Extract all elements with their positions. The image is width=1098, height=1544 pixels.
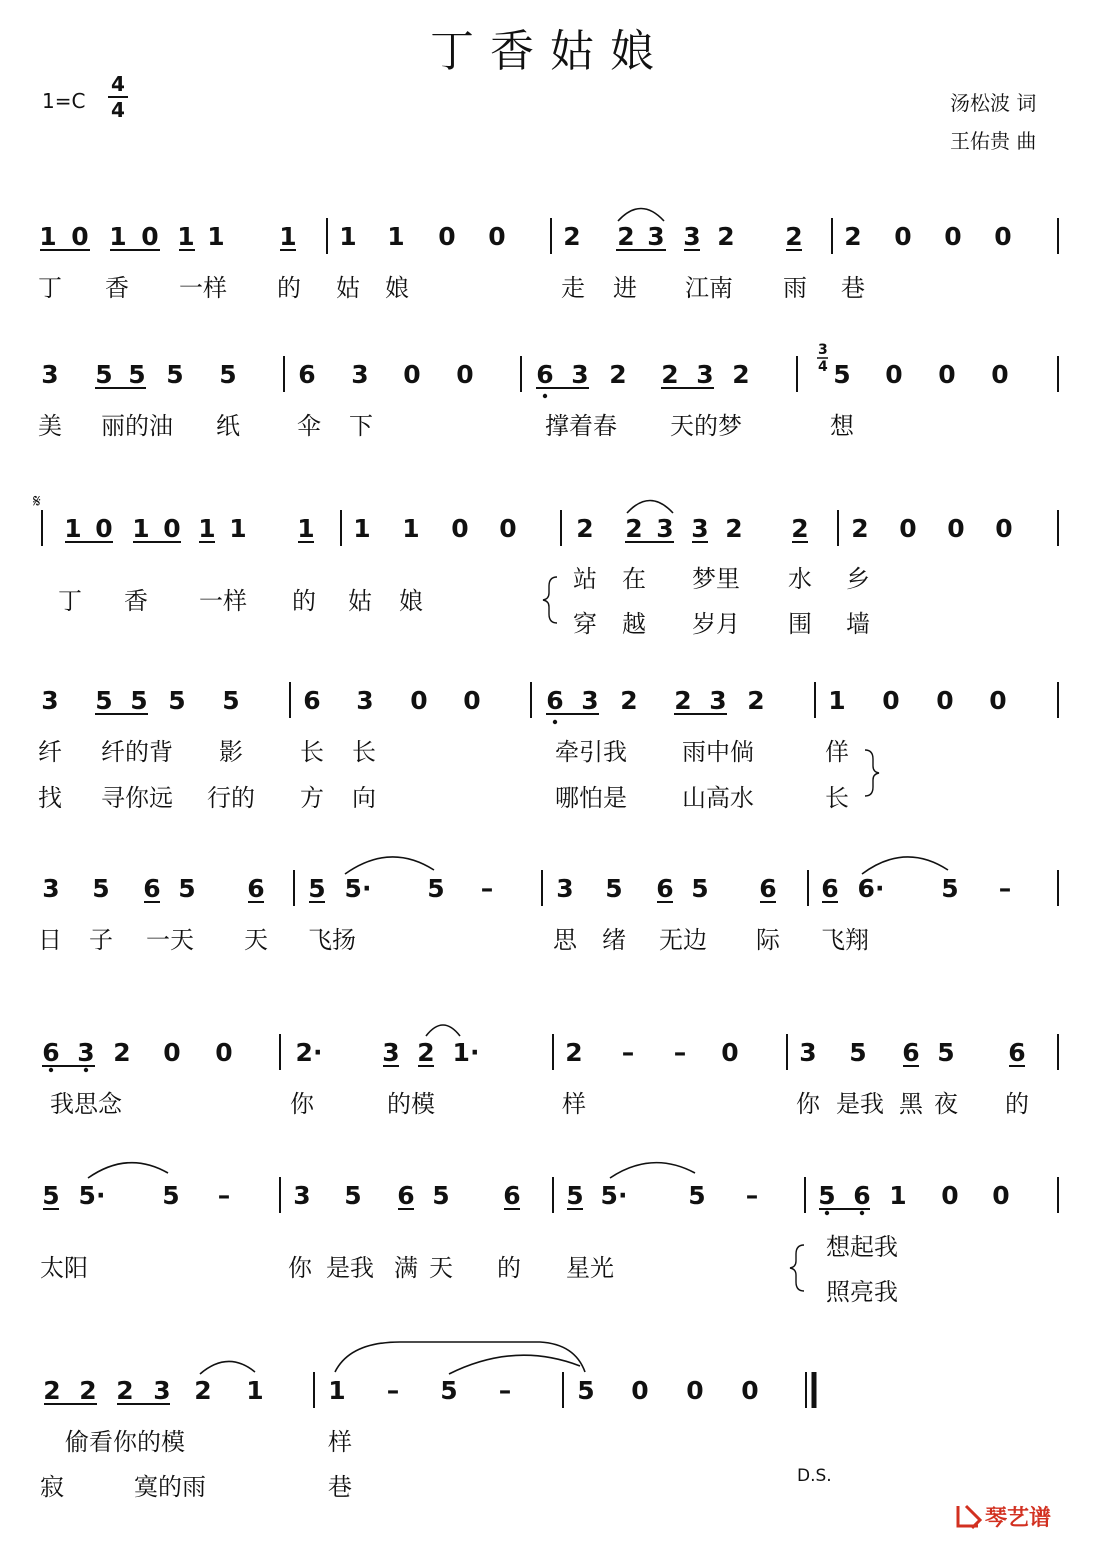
note: 6	[503, 1181, 521, 1210]
slur	[610, 1163, 695, 1178]
note: 1	[339, 222, 357, 251]
time-signature-bottom: 4	[111, 98, 125, 122]
note: 5	[178, 874, 196, 903]
slur	[426, 1025, 460, 1036]
note: 5	[937, 1038, 955, 1067]
lyric: 下	[349, 412, 373, 440]
note: 0	[686, 1376, 704, 1405]
watermark-logo	[958, 1505, 1051, 1531]
note: 0	[451, 514, 469, 543]
lyric: 长	[300, 738, 324, 766]
note: 1	[402, 514, 420, 543]
note: 5	[308, 874, 326, 903]
note: 3	[153, 1376, 171, 1405]
note: 5	[344, 1181, 362, 1210]
lyric: 天	[429, 1254, 453, 1282]
note: 5	[42, 1181, 60, 1210]
note: 5	[427, 874, 445, 903]
note: 2	[194, 1376, 212, 1405]
verse-brace	[790, 1245, 804, 1291]
note: 3	[581, 686, 599, 715]
lyric: 纤的背	[101, 738, 173, 766]
meter-change-bottom: 4	[818, 359, 828, 375]
note: 5	[691, 874, 709, 903]
system-1	[38, 209, 1058, 303]
lyric: 天的梦	[670, 412, 742, 440]
lyric: 你	[288, 1254, 312, 1282]
slur	[200, 1361, 255, 1374]
note: 3	[351, 360, 369, 389]
lyric: 的	[292, 587, 316, 615]
note: 1	[246, 1376, 264, 1405]
note: 6	[759, 874, 777, 903]
note: 2	[43, 1376, 61, 1405]
note: –	[621, 1038, 635, 1067]
lyric: 太阳	[40, 1254, 88, 1282]
lyric: 样	[328, 1428, 352, 1456]
note: 1	[198, 514, 216, 543]
lyric: 梦里	[692, 565, 740, 593]
lyric: 走	[561, 274, 585, 302]
note: 2	[717, 222, 735, 251]
lyric: 江南	[685, 274, 733, 302]
note: 1	[109, 222, 127, 251]
system-3	[33, 491, 1058, 638]
lyric: 影	[219, 738, 243, 766]
lyric: 在	[622, 565, 646, 593]
lyric: 方	[300, 784, 324, 812]
lyric: 长	[352, 738, 376, 766]
note: 0	[215, 1038, 233, 1067]
note: 0	[941, 1181, 959, 1210]
note: 2	[851, 514, 869, 543]
lyric: 姑	[336, 274, 360, 302]
note: 0	[894, 222, 912, 251]
note: 6	[536, 360, 554, 389]
note: 0	[938, 360, 956, 389]
note: 3	[356, 686, 374, 715]
slur	[627, 501, 673, 514]
note: 5	[432, 1181, 450, 1210]
lyric: 思	[553, 926, 577, 954]
lyricist-credit: 汤松波 词	[950, 91, 1037, 115]
note: 2	[617, 222, 635, 251]
note: 6	[546, 686, 564, 715]
system-4	[38, 682, 1058, 812]
lyric: 星光	[566, 1254, 614, 1282]
lyric: 娘	[399, 587, 423, 615]
composer-credit: 王佑贵 曲	[950, 129, 1037, 153]
note: 3	[709, 686, 727, 715]
note: 6	[902, 1038, 920, 1067]
note: 5	[577, 1376, 595, 1405]
note: 1	[353, 514, 371, 543]
lyric: 水	[788, 565, 812, 593]
lyric: 穿	[573, 610, 597, 638]
note: 2·	[295, 1038, 323, 1067]
note: 2	[417, 1038, 435, 1067]
lyric: 偷看你的模	[65, 1428, 185, 1456]
lyric: 飞翔	[821, 926, 869, 954]
note: 1	[64, 514, 82, 543]
segno-sign: 𝄋	[33, 491, 41, 512]
note: 6	[303, 686, 321, 715]
note: 2	[563, 222, 581, 251]
note: 5·	[344, 874, 372, 903]
note: 5	[688, 1181, 706, 1210]
note: 2	[565, 1038, 583, 1067]
system-5	[38, 857, 1058, 954]
lyric: 丁	[58, 587, 82, 615]
lyric: 飞扬	[308, 926, 356, 954]
note: 0	[456, 360, 474, 389]
lyric: 际	[756, 926, 780, 954]
note: 0	[163, 1038, 181, 1067]
lyric: 满	[394, 1254, 418, 1282]
lyric: 样	[562, 1090, 586, 1118]
lyric: 你	[290, 1090, 314, 1118]
lyric: 天	[244, 926, 268, 954]
note: 3	[691, 514, 709, 543]
note: 2	[844, 222, 862, 251]
note: 2	[620, 686, 638, 715]
note: 0	[995, 514, 1013, 543]
lyric: 越	[622, 610, 646, 638]
note: 1	[177, 222, 195, 251]
lyric: 无边	[659, 926, 707, 954]
lyric: 子	[89, 926, 113, 954]
lyric: 行的	[207, 784, 255, 812]
lyric: 巷	[328, 1473, 352, 1501]
lyric: 哪怕是	[555, 784, 627, 812]
note: 2	[791, 514, 809, 543]
note: 5	[222, 686, 240, 715]
note: 6	[247, 874, 265, 903]
lyric: 进	[613, 274, 637, 302]
slur	[449, 1355, 580, 1374]
lyric: 寻你远	[101, 784, 173, 812]
note: –	[217, 1181, 231, 1210]
note: 5	[162, 1181, 180, 1210]
note: 6	[853, 1181, 871, 1210]
note: 0	[994, 222, 1012, 251]
note: 1	[229, 514, 247, 543]
note: 2	[747, 686, 765, 715]
note: 0	[991, 360, 1009, 389]
low-octave-dot	[553, 720, 557, 724]
note: 3	[556, 874, 574, 903]
lyric: 姑	[348, 587, 372, 615]
note: –	[480, 874, 494, 903]
note: 5	[95, 686, 113, 715]
note: 0	[95, 514, 113, 543]
note: 2	[732, 360, 750, 389]
note: 1	[328, 1376, 346, 1405]
note: 0	[899, 514, 917, 543]
lyric: 寞的雨	[134, 1473, 206, 1501]
note: 0	[163, 514, 181, 543]
note: 5	[833, 360, 851, 389]
note: 2	[785, 222, 803, 251]
note: 0	[71, 222, 89, 251]
verse-brace	[543, 577, 557, 623]
note: 2	[625, 514, 643, 543]
note: 5	[605, 874, 623, 903]
note: 0	[989, 686, 1007, 715]
note: 1	[889, 1181, 907, 1210]
note: 0	[403, 360, 421, 389]
note: 1·	[452, 1038, 480, 1067]
lyric: 围	[788, 610, 812, 638]
lyric: 找	[38, 784, 62, 812]
logo-mark-icon	[958, 1506, 980, 1528]
lyric: 照亮我	[826, 1278, 898, 1306]
watermark-text: 琴艺谱	[985, 1506, 1052, 1531]
lyric: 香	[124, 587, 148, 615]
note: 6	[1008, 1038, 1026, 1067]
system-2	[38, 342, 1058, 440]
note: 0	[947, 514, 965, 543]
slur	[618, 209, 664, 222]
note: 0	[438, 222, 456, 251]
low-octave-dot	[860, 1211, 864, 1215]
note: 2	[674, 686, 692, 715]
note: 2	[576, 514, 594, 543]
note: 1	[39, 222, 57, 251]
note: 1	[132, 514, 150, 543]
note: 3	[41, 686, 59, 715]
lyric: 巷	[841, 274, 865, 302]
lyric: 丁	[38, 274, 62, 302]
lyric: 纤	[38, 738, 62, 766]
lyric: 山高水	[682, 784, 754, 812]
note: –	[673, 1038, 687, 1067]
verse-brace	[865, 750, 879, 796]
lyric: 一样	[179, 274, 227, 302]
note: 3	[293, 1181, 311, 1210]
note: 6	[821, 874, 839, 903]
lyric: 一天	[146, 926, 194, 954]
note: 2	[79, 1376, 97, 1405]
note: 5	[219, 360, 237, 389]
note: 1	[279, 222, 297, 251]
note: 5·	[600, 1181, 628, 1210]
note: 3	[41, 360, 59, 389]
lyric: 向	[352, 784, 376, 812]
lyric: 是我	[326, 1254, 374, 1282]
note: –	[386, 1376, 400, 1405]
note: 6	[42, 1038, 60, 1067]
note: –	[498, 1376, 512, 1405]
lyric: 的	[1005, 1090, 1029, 1118]
note: 3	[683, 222, 701, 251]
note: 0	[885, 360, 903, 389]
lyric: 绪	[602, 926, 626, 954]
note: 1	[828, 686, 846, 715]
system-7	[40, 1163, 1058, 1306]
lyric: 日	[38, 926, 62, 954]
note: 2	[609, 360, 627, 389]
lyric: 寂	[40, 1473, 64, 1501]
note: 3	[696, 360, 714, 389]
note: 0	[741, 1376, 759, 1405]
note: 0	[992, 1181, 1010, 1210]
lyric: 墙	[846, 610, 870, 638]
note: –	[745, 1181, 759, 1210]
lyric: 想起我	[826, 1233, 898, 1261]
meter-change-top: 3	[818, 342, 828, 358]
note: 1	[387, 222, 405, 251]
note: –	[998, 874, 1012, 903]
note: 3	[77, 1038, 95, 1067]
note: 5	[130, 686, 148, 715]
lyric: 想	[830, 412, 854, 440]
lyric: 的	[277, 274, 301, 302]
note: 5	[941, 874, 959, 903]
lyric: 你	[796, 1090, 820, 1118]
note: 0	[488, 222, 506, 251]
key-signature: 1=C	[42, 89, 86, 113]
lyric: 雨中倘	[682, 738, 754, 766]
lyric: 长	[825, 784, 849, 812]
lyric: 撑着春	[545, 412, 617, 440]
note: 5	[440, 1376, 458, 1405]
note: 1	[297, 514, 315, 543]
lyric: 我思念	[50, 1090, 122, 1118]
note: 0	[721, 1038, 739, 1067]
dal-segno-marking: D.S.	[797, 1466, 832, 1486]
note: 3	[647, 222, 665, 251]
note: 0	[499, 514, 517, 543]
lyric: 佯	[825, 738, 849, 766]
note: 5	[168, 686, 186, 715]
low-octave-dot	[49, 1068, 53, 1072]
lyric: 站	[573, 565, 597, 593]
note: 0	[631, 1376, 649, 1405]
lyric: 是我	[836, 1090, 884, 1118]
note: 3	[382, 1038, 400, 1067]
note: 5·	[78, 1181, 106, 1210]
lyric: 乡	[846, 565, 870, 593]
note: 6	[143, 874, 161, 903]
note: 3	[42, 874, 60, 903]
time-signature-top: 4	[111, 72, 125, 96]
low-octave-dot	[825, 1211, 829, 1215]
note: 0	[463, 686, 481, 715]
note: 0	[410, 686, 428, 715]
low-octave-dot	[543, 394, 547, 398]
low-octave-dot	[84, 1068, 88, 1072]
lyric: 伞	[297, 412, 321, 440]
lyric: 雨	[783, 274, 807, 302]
note: 3	[571, 360, 589, 389]
note: 0	[944, 222, 962, 251]
slur	[88, 1163, 168, 1178]
note: 6·	[857, 874, 885, 903]
lyric: 纸	[216, 412, 240, 440]
note: 6	[397, 1181, 415, 1210]
lyric: 美	[38, 412, 62, 440]
song-title: 丁香姑娘	[430, 26, 670, 77]
note: 2	[113, 1038, 131, 1067]
note: 0	[141, 222, 159, 251]
note: 5	[95, 360, 113, 389]
note: 0	[936, 686, 954, 715]
note: 2	[116, 1376, 134, 1405]
note: 0	[882, 686, 900, 715]
system-8	[40, 1342, 832, 1501]
note: 3	[799, 1038, 817, 1067]
note: 5	[818, 1181, 836, 1210]
system-6	[42, 1025, 1058, 1118]
slur	[345, 857, 434, 874]
note: 6	[656, 874, 674, 903]
lyric: 娘	[385, 274, 409, 302]
note: 5	[566, 1181, 584, 1210]
lyric: 香	[105, 274, 129, 302]
note: 3	[656, 514, 674, 543]
lyric: 一样	[199, 587, 247, 615]
lyric: 的模	[387, 1090, 435, 1118]
slur	[862, 857, 948, 874]
note: 6	[298, 360, 316, 389]
note: 5	[849, 1038, 867, 1067]
note: 5	[166, 360, 184, 389]
note: 5	[92, 874, 110, 903]
note: 2	[725, 514, 743, 543]
lyric: 黑	[899, 1090, 923, 1118]
lyric: 夜	[934, 1090, 958, 1118]
lyric: 丽的油	[101, 412, 173, 440]
lyric: 岁月	[692, 610, 740, 638]
lyric: 的	[497, 1254, 521, 1282]
lyric: 牵引我	[555, 738, 627, 766]
note: 1	[207, 222, 225, 251]
note: 5	[128, 360, 146, 389]
note: 2	[661, 360, 679, 389]
